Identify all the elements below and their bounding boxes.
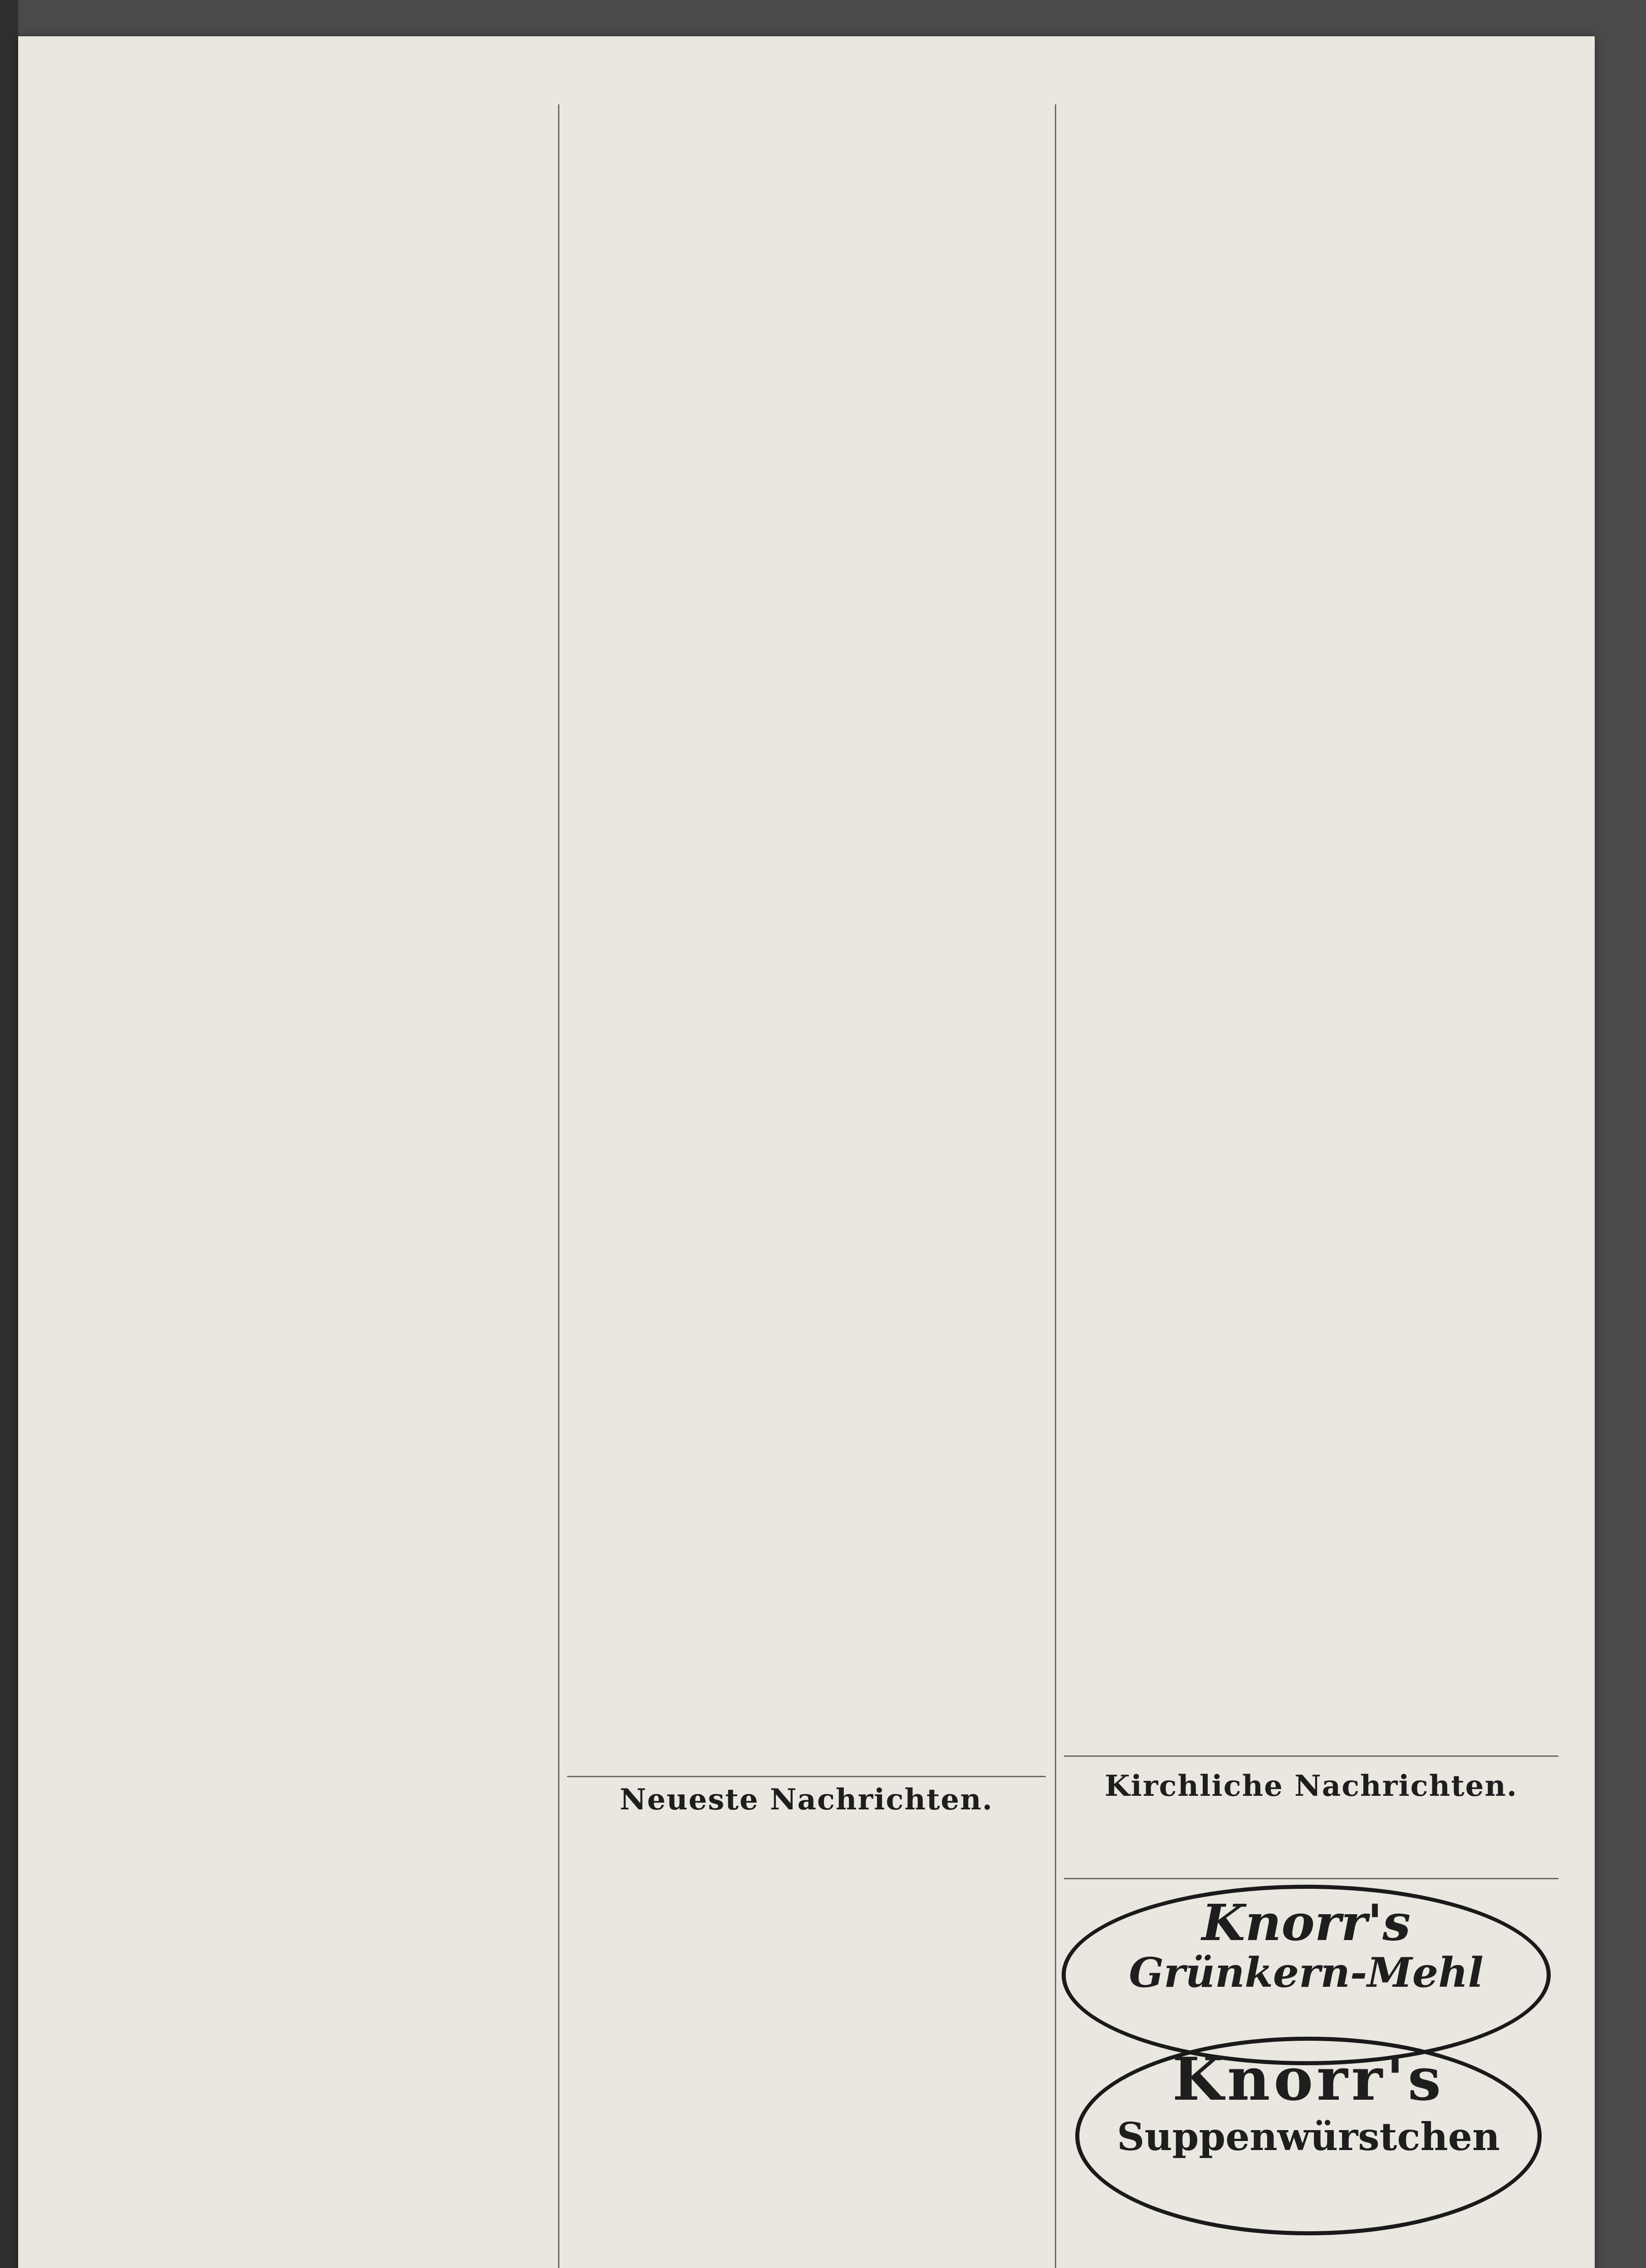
column-3 xyxy=(1064,104,1558,1744)
ad-brand-knorr-2: Knorr's xyxy=(1172,2044,1445,2114)
column-rule-2 xyxy=(1055,104,1056,2268)
section-rule-neueste xyxy=(567,1776,1046,1777)
ad-product-suppenwurstchen: Suppenwürstchen xyxy=(1117,2114,1500,2159)
ad-oval-suppenwurstchen xyxy=(1075,2037,1542,2235)
section-heading-neueste-nachrichten: Neueste Nachrichten. xyxy=(619,1783,994,1817)
section-rule-kirchliche xyxy=(1064,1755,1558,1757)
column-2-neueste xyxy=(567,1835,1046,2268)
column-2 xyxy=(567,104,1046,1780)
ad-brand-knorr: Knorr's xyxy=(1201,1893,1411,1952)
section-heading-kirchliche-nachrichten: Kirchliche Nachrichten. xyxy=(1104,1769,1518,1803)
column-1 xyxy=(98,104,551,2268)
section-rule-advertisement xyxy=(1064,1878,1558,1879)
newspaper-page xyxy=(18,36,1595,2268)
advertisement xyxy=(1062,1885,1558,2243)
column-rule-1 xyxy=(558,104,559,2268)
ad-product-grunkern-mehl: Grünkern-Mehl xyxy=(1129,1949,1484,1997)
scan-edge xyxy=(0,0,18,2268)
